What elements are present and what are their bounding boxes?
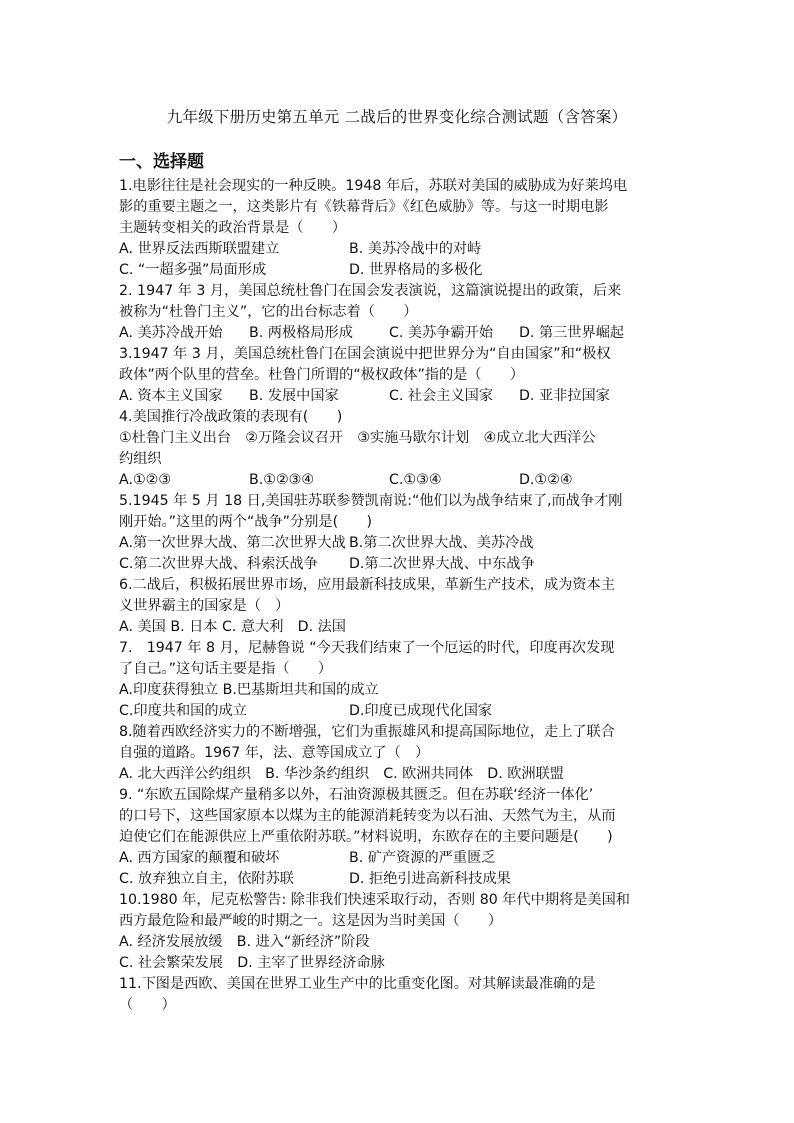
option-row — [119, 869, 679, 890]
question-stem: 9. “东欧五国除煤产量稍多以外，石油资源极其匮乏。但在苏联‘经济一体化’ — [119, 787, 594, 803]
answer-option: C.①③④ — [389, 472, 442, 488]
question-text-line: A. 美国 B. 日本 C. 意大利 D. 法国 — [119, 619, 346, 635]
question-7 — [119, 638, 679, 722]
option-row — [119, 239, 679, 260]
answer-option: D. 世界格局的多极化 — [349, 262, 483, 278]
option-row — [119, 533, 679, 554]
question-stem: 5.1945 年 5 月 18 日,美国驻苏联参赞凯南说:“他们以为战争结束了,而战争才刚 — [119, 493, 623, 509]
question-text-line: 西方最危险和最严峻的时期之一。这是因为当时美国（ ） — [119, 913, 503, 929]
answer-option: C. 美苏争霸开始 — [389, 325, 494, 341]
answer-option: D.①②④ — [519, 472, 573, 488]
answer-option: C. 社会主义国家 — [389, 388, 494, 404]
answer-option: B.第二次世界大战、美苏冷战 — [349, 535, 534, 551]
document-title: 九年级下册历史第五单元 二战后的世界变化综合测试题（含答案） — [166, 108, 628, 126]
question-text-line: 政体”两个队里的营垒。杜鲁门所谓的“极权政体”指的是（ ） — [119, 367, 525, 383]
answer-option: D. 拒绝引进高新科技成果 — [349, 871, 511, 887]
question-list — [119, 176, 679, 1016]
question-text-line: 约组织 — [119, 451, 162, 467]
question-1 — [119, 176, 679, 281]
question-text-line: 影的重要主题之一，这类影片有《铁幕背后》《红色威胁》等。与这一时期电影 — [119, 199, 609, 215]
question-text-line: 迫使它们在能源供应上严重依附苏联。”材料说明，东欧存在的主要问题是( ) — [119, 829, 613, 845]
answer-option: C. 放弃独立自主，依附苏联 — [119, 871, 294, 887]
question-stem: 11.下图是西欧、美国在世界工业生产中的比重变化图。对其解读最准确的是 — [119, 976, 596, 992]
document-page — [119, 104, 679, 1016]
answer-option: B. 美苏冷战中的对峙 — [349, 241, 482, 257]
answer-option: D.第二次世界大战、中东战争 — [349, 556, 535, 572]
answer-option: A.①②③ — [119, 472, 172, 488]
answer-option: A.第一次世界大战、第二次世界大战 — [119, 535, 346, 551]
answer-option: C. “一超多强”局面形成 — [119, 262, 267, 278]
question-text-line: 被称为“杜鲁门主义”，它的出台标志着（ ） — [119, 304, 418, 320]
answer-option: A. 资本主义国家 — [119, 388, 223, 404]
answer-option: A. 西方国家的颠覆和破坏 — [119, 850, 280, 866]
question-stem: 6.二战后，积极拓展世界市场，应用最新科技成果，革新生产技术，成为资本主 — [119, 577, 615, 593]
answer-option: B. 矿产资源的严重匮乏 — [349, 850, 496, 866]
option-row — [119, 470, 679, 491]
question-text-line: 自强的道路。1967 年，法、意等国成立了（ ） — [119, 745, 430, 761]
question-11 — [119, 974, 679, 1016]
question-text-line: A. 经济发展放缓 B. 进入“新经济”阶段 — [119, 934, 370, 950]
question-text-line: 刚开始。”这里的两个“战争”分别是( ) — [119, 514, 373, 530]
question-stem: 2. 1947 年 3 月，美国总统杜鲁门在国会发表演说，这篇演说提出的政策，后来 — [119, 283, 622, 299]
question-stem: 3.1947 年 3 月，美国总统杜鲁门在国会演说中把世界分为“自由国家”和“极权 — [119, 346, 611, 362]
question-text-line: C. 社会繁荣发展 D. 主宰了世界经济命脉 — [119, 955, 385, 971]
option-row — [119, 323, 679, 344]
answer-option: D. 第三世界崛起 — [519, 325, 625, 341]
answer-option: C.第二次世界大战、科索沃战争 — [119, 556, 318, 572]
question-6 — [119, 575, 679, 638]
question-5 — [119, 491, 679, 575]
question-8 — [119, 722, 679, 785]
option-row — [119, 848, 679, 869]
answer-option: D.印度已成现代化国家 — [349, 703, 493, 719]
question-2 — [119, 281, 679, 344]
answer-option: B. 两极格局形成 — [249, 325, 353, 341]
answer-option: B.①②③④ — [249, 472, 315, 488]
question-10 — [119, 890, 679, 974]
question-text-line: A.印度获得独立 B.巴基斯坦共和国的成立 — [119, 682, 379, 698]
answer-option: A. 世界反法西斯联盟建立 — [119, 241, 280, 257]
question-4 — [119, 407, 679, 491]
section-heading: 一、选择题 — [119, 152, 204, 172]
question-stem: 8.随着西欧经济实力的不断增强，它们为重振雄风和提高国际地位，走上了联合 — [119, 724, 615, 740]
question-9 — [119, 785, 679, 890]
question-stem: 7. 1947 年 8 月，尼赫鲁说 “今天我们结束了一个厄运的时代，印度再次发现 — [119, 640, 615, 656]
question-text-line: （ ） — [119, 997, 176, 1013]
answer-option: A. 美苏冷战开始 — [119, 325, 223, 341]
option-row — [119, 260, 679, 281]
answer-option: C.印度共和国的成立 — [119, 703, 247, 719]
question-3 — [119, 344, 679, 407]
question-stem: 1.电影往往是社会现实的一种反映。1948 年后，苏联对美国的威胁成为好莱坞电 — [119, 178, 628, 194]
question-stem: 10.1980 年，尼克松警告: 除非我们快速采取行动，否则 80 年代中期将是美国和 — [119, 892, 630, 908]
question-text-line: ①杜鲁门主义出台 ②万隆会议召开 ③实施马歇尔计划 ④成立北大西洋公 — [119, 430, 596, 446]
question-text-line: 主题转变相关的政治背景是（ ） — [119, 220, 347, 236]
answer-option: D. 亚非拉国家 — [519, 388, 610, 404]
option-row — [119, 386, 679, 407]
question-text-line: 的口号下，这些国家原本以煤为主的能源消耗转变为以石油、天然气为主，从而 — [119, 808, 616, 824]
answer-option: B. 发展中国家 — [249, 388, 339, 404]
option-row — [119, 554, 679, 575]
question-text-line: 义世界霸主的国家是（ ） — [119, 598, 290, 614]
option-row — [119, 701, 679, 722]
question-stem: 4.美国推行冷战政策的表现有( ) — [119, 409, 343, 425]
question-text-line: A. 北大西洋公约组织 B. 华沙条约组织 C. 欧洲共同体 D. 欧洲联盟 — [119, 766, 564, 782]
question-text-line: 了自己。”这句话主要是指（ ） — [119, 661, 333, 677]
